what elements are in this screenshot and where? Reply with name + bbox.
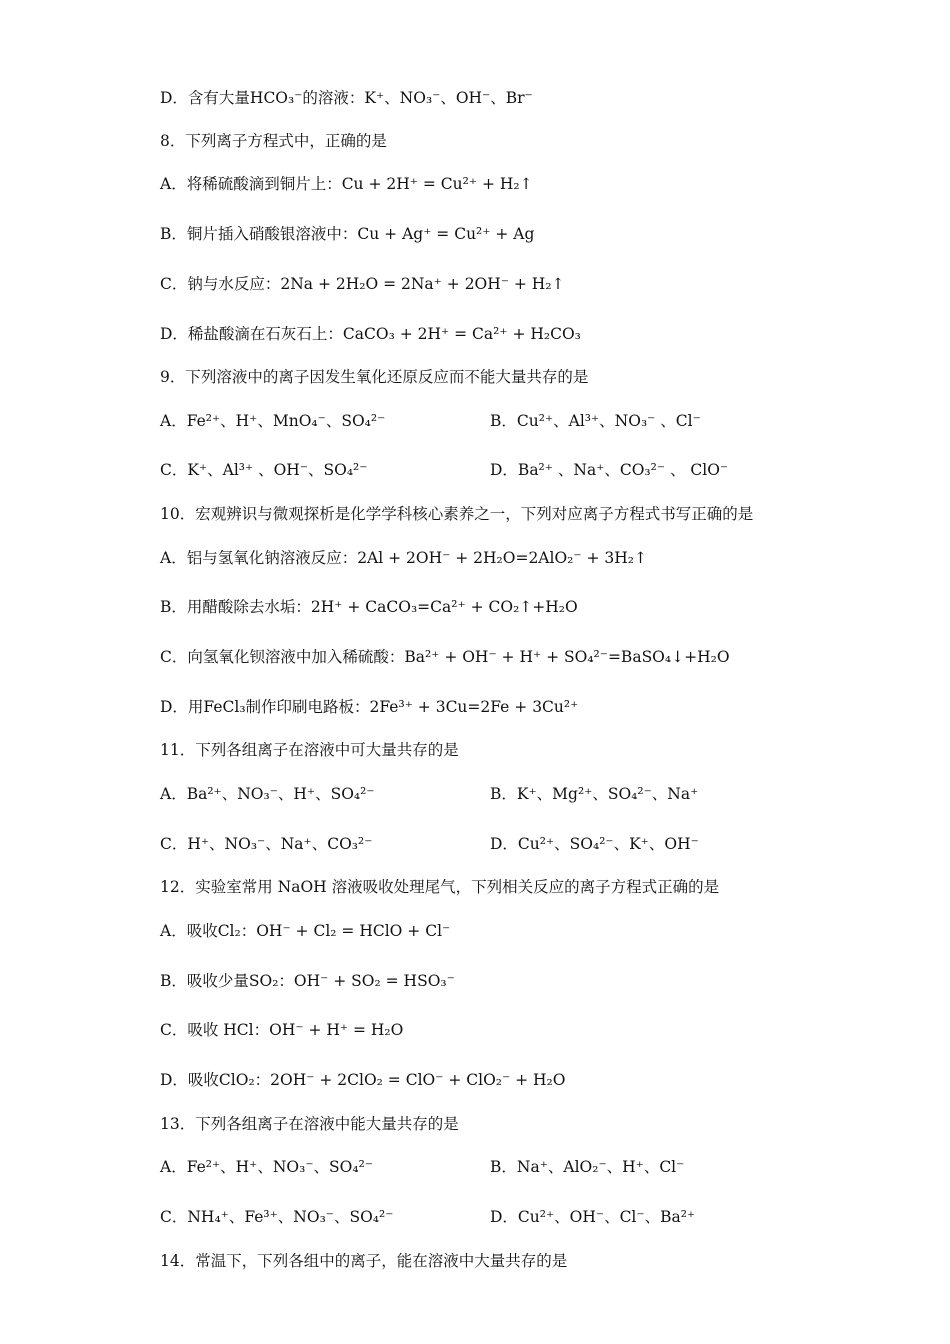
- question-11-option-b: B．K⁺、Mg²⁺、SO₄²⁻、Na⁺: [490, 785, 699, 803]
- question-10-stem: 10．宏观辨识与微观探析是化学学科核心素养之一，下列对应离子方程式书写正确的是: [160, 505, 754, 523]
- question-8-option-c: C．钠与水反应：2Na + 2H₂O = 2Na⁺ + 2OH⁻ + H₂↑: [160, 275, 565, 293]
- question-8-stem: 8．下列离子方程式中，正确的是: [160, 132, 387, 150]
- question-7-option-d: D．含有大量HCO₃⁻的溶液：K⁺、NO₃⁻、OH⁻、Br⁻: [160, 89, 533, 107]
- question-13-option-a: A．Fe²⁺、H⁺、NO₃⁻、SO₄²⁻: [160, 1158, 373, 1176]
- question-11-option-d: D．Cu²⁺、SO₄²⁻、K⁺、OH⁻: [490, 835, 699, 853]
- question-14-stem: 14．常温下，下列各组中的离子，能在溶液中大量共存的是: [160, 1252, 568, 1270]
- question-9-stem: 9．下列溶液中的离子因发生氧化还原反应而不能大量共存的是: [160, 368, 589, 386]
- question-8-option-b: B．铜片插入硝酸银溶液中：Cu + Ag⁺ = Cu²⁺ + Ag: [160, 225, 535, 243]
- question-9-option-b: B．Cu²⁺、Al³⁺、NO₃⁻ 、Cl⁻: [490, 412, 701, 430]
- question-12-option-b: B．吸收少量SO₂：OH⁻ + SO₂ = HSO₃⁻: [160, 972, 455, 990]
- question-10-option-c: C．向氢氧化钡溶液中加入稀硫酸：Ba²⁺ + OH⁻ + H⁺ + SO₄²⁻=BaSO₄↓+H₂O: [160, 648, 730, 666]
- question-12-option-c: C．吸收 HCl：OH⁻ + H⁺ = H₂O: [160, 1021, 404, 1039]
- question-13-stem: 13．下列各组离子在溶液中能大量共存的是: [160, 1115, 459, 1133]
- question-13-option-b: B．Na⁺、AlO₂⁻、H⁺、Cl⁻: [490, 1158, 685, 1176]
- question-11-option-c: C．H⁺、NO₃⁻、Na⁺、CO₃²⁻: [160, 835, 373, 853]
- question-10-option-b: B．用醋酸除去水垢：2H⁺ + CaCO₃=Ca²⁺ + CO₂↑+H₂O: [160, 598, 578, 616]
- question-9-option-a: A．Fe²⁺、H⁺、MnO₄⁻、SO₄²⁻: [160, 412, 386, 430]
- question-9-option-d: D．Ba²⁺ 、Na⁺、CO₃²⁻ 、 ClO⁻: [490, 461, 729, 479]
- question-9-option-c: C．K⁺、Al³⁺ 、OH⁻、SO₄²⁻: [160, 461, 368, 479]
- question-12-stem: 12．实验室常用 NaOH 溶液吸收处理尾气，下列相关反应的离子方程式正确的是: [160, 878, 720, 896]
- question-8-option-a: A．将稀硫酸滴到铜片上：Cu + 2H⁺ = Cu²⁺ + H₂↑: [160, 175, 533, 193]
- question-13-option-c: C．NH₄⁺、Fe³⁺、NO₃⁻、SO₄²⁻: [160, 1208, 394, 1226]
- question-10-option-a: A．铝与氢氧化钠溶液反应：2Al + 2OH⁻ + 2H₂O=2AlO₂⁻ + 3H₂↑: [160, 549, 647, 567]
- question-8-option-d: D．稀盐酸滴在石灰石上：CaCO₃ + 2H⁺ = Ca²⁺ + H₂CO₃: [160, 325, 581, 343]
- question-13-option-d: D．Cu²⁺、OH⁻、Cl⁻、Ba²⁺: [490, 1208, 696, 1226]
- question-12-option-a: A．吸收Cl₂：OH⁻ + Cl₂ = HClO + Cl⁻: [160, 922, 451, 940]
- question-10-option-d: D．用FeCl₃制作印刷电路板：2Fe³⁺ + 3Cu=2Fe + 3Cu²⁺: [160, 698, 579, 716]
- question-12-option-d: D．吸收ClO₂：2OH⁻ + 2ClO₂ = ClO⁻ + ClO₂⁻ + H₂O: [160, 1071, 566, 1089]
- question-11-option-a: A．Ba²⁺、NO₃⁻、H⁺、SO₄²⁻: [160, 785, 375, 803]
- question-11-stem: 11．下列各组离子在溶液中可大量共存的是: [160, 741, 459, 759]
